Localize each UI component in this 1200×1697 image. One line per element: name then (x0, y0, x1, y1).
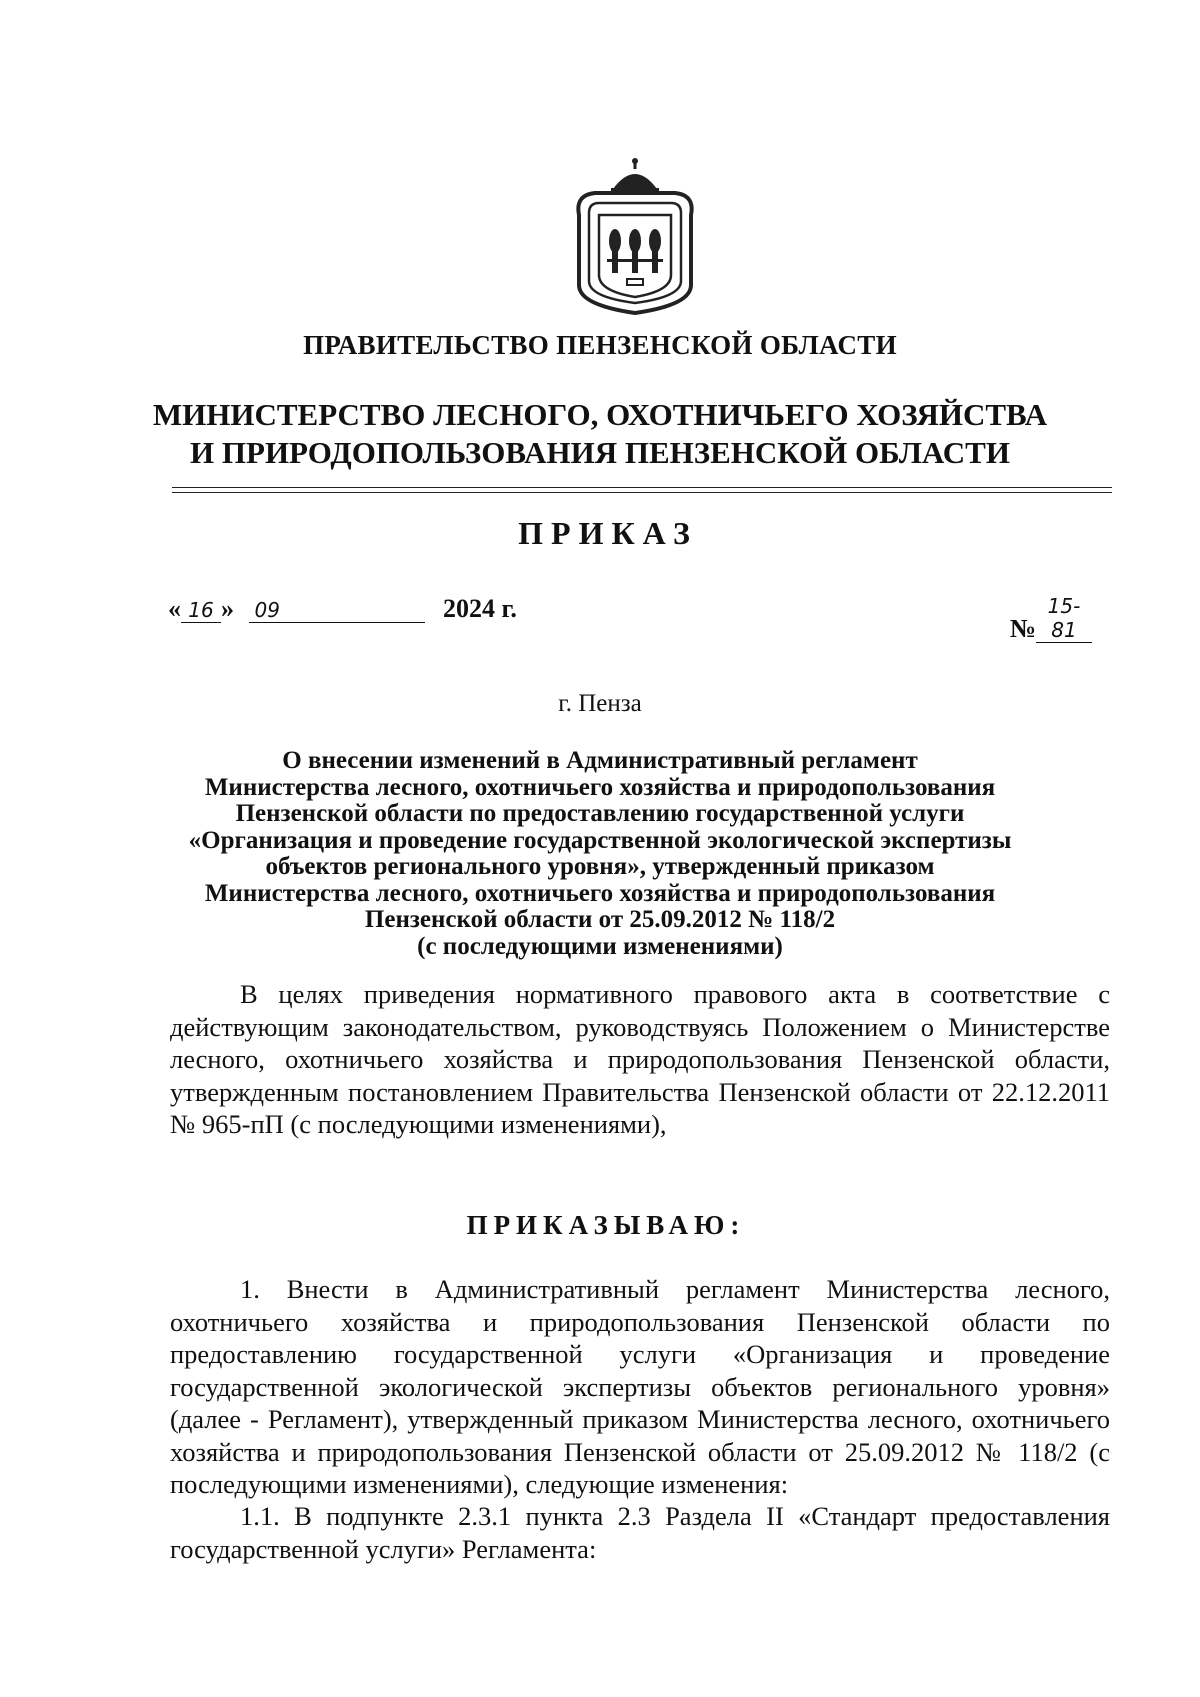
order-word: ПРИКАЗЫВАЮ: (466, 1210, 746, 1240)
document-title (140, 748, 1060, 960)
ministry-name-line1: МИНИСТЕРСТВО ЛЕСНОГО, ОХОТНИЧЬЕГО ХОЗЯЙСТВА (152, 397, 1048, 432)
title-line: «Организация и проведение государственной экологической экспертизы (188, 826, 1012, 854)
government-name: ПРАВИТЕЛЬСТВО ПЕНЗЕНСКОЙ ОБЛАСТИ (303, 330, 897, 360)
ministry-name-line2: И ПРИРОДОПОЛЬЗОВАНИЯ ПЕНЗЕНСКОЙ ОБЛАСТИ (190, 435, 1010, 470)
title-line: Министерства лесного, охотничьего хозяйства и природопользования (204, 879, 996, 907)
date-day: 16 (181, 598, 221, 623)
document-type: ПРИКАЗ (518, 515, 698, 551)
item-1-1-paragraph: 1.1. В подпункте 2.3.1 пункта 2.3 Раздела II «Стандарт предоставления государственной услуги» Регламента: (170, 1501, 1110, 1564)
date-close-quote: » (221, 594, 234, 623)
title-line: объектов регионального уровня», утвержденный приказом (265, 853, 935, 880)
order-date (168, 594, 517, 624)
title-line: Пензенской области от 25.09.2012 № 118/2 (364, 906, 836, 933)
coat-of-arms-icon (565, 155, 705, 315)
title-line: Пензенской области по предоставлению государственной услуги (235, 800, 965, 827)
order-number (1010, 594, 1092, 644)
date-month: 09 (249, 598, 425, 623)
item-1-paragraph: 1. Внести в Административный регламент Министерства лесного, охотничьего хозяйства и природопользования Пензенской области по предоставлению государственной услуги «Организация и проведение государственной экологической экспертизы объектов регионального уровня» (далее - Регламент), утвержденный приказом Министерства лесного, охотничьего хозяйства и природопользования Пензенской области от 25.09.2012 № 118/2 (с последующими изменениями), следующие изменения: (170, 1274, 1110, 1499)
date-year: 2024 г. (443, 594, 517, 623)
date-open-quote: « (168, 594, 181, 623)
city: г. Пенза (558, 690, 642, 717)
preamble-paragraph: В целях приведения нормативного правового акта в соответствие с действующим законодательством, руководствуясь Положением о Министерстве лесного, охотничьего хозяйства и природопользования Пензенской области, утвержденным постановлением Правительства Пензенской области от 22.12.2011 № 965-пП (с последующими изменениями), (170, 979, 1110, 1139)
title-line: (с последующими изменениями) (417, 932, 783, 960)
title-line: Министерства лесного, охотничьего хозяйства и природопользования (204, 773, 996, 801)
order-number-value: 15-81 (1036, 594, 1092, 643)
header-divider (172, 492, 1112, 493)
ministry-name (0, 396, 1200, 472)
title-line: О внесении изменений в Административный регламент (282, 747, 918, 774)
order-number-label: № (1009, 614, 1036, 643)
header-divider (172, 487, 1112, 488)
